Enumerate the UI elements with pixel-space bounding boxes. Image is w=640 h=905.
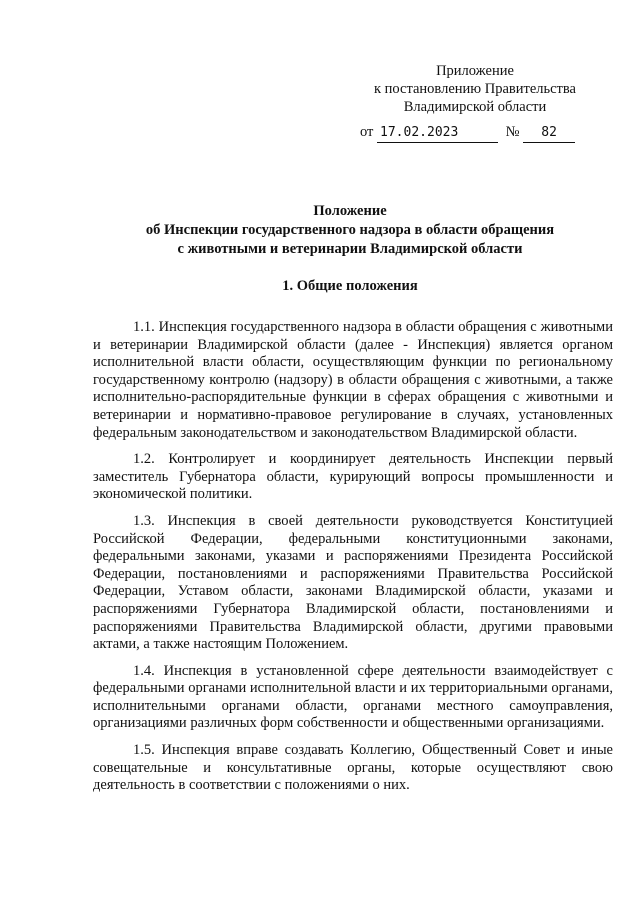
appendix-line-3: Владимирской области — [403, 99, 547, 115]
appendix-line-1: Приложение — [436, 63, 514, 79]
paragraph-1-4: 1.4. Инспекция в установленной сфере деятельности взаимодействует с федеральными органами исполнительной власти и их территориальными органами, исполнительными органами области, органами местного самоуправления, организациями различных форм собственности и общественными организациями. — [93, 662, 613, 732]
appendix-line-2: к постановлению Правительства — [374, 81, 576, 97]
title-line-2: об Инспекции государственного надзора в области обращения — [145, 222, 555, 238]
paragraph-1-1: 1.1. Инспекция государственного надзора в области обращения с животными и ветеринарии Владимирской области (далее - Инспекция) является органом исполнительной власти области, осуществляющим функции по региональному государственному контролю (надзору) в области обращения с животными, а также исполнительно-распорядительные функции в сферах обращения с животными и ветеринарии и нормативно-правовое регулирование в случаях, установленных федеральным законодательством и законодательством Владимирской области. — [93, 319, 613, 441]
number-label: № — [505, 124, 520, 140]
paragraph-1-5: 1.5. Инспекция вправе создавать Коллегию, Общественный Совет и иные совещательные и консультативные органы, которые осуществляют свою деятельность в соответствии с положениями о них. — [93, 742, 613, 794]
title-line-3: с животными и ветеринарии Владимирской области — [177, 241, 523, 257]
document-title — [100, 202, 600, 259]
document-body — [93, 319, 613, 804]
paragraph-1-2: 1.2. Контролирует и координирует деятельность Инспекции первый заместитель Губернатора области, курирующий вопросы промышленности и экономической политики. — [93, 451, 613, 503]
title-line-1: Положение — [313, 203, 387, 219]
document-reference — [360, 123, 600, 143]
appendix-header — [360, 62, 590, 116]
section-title: 1. Общие положения — [282, 278, 418, 294]
document-date: 17.02.2023 — [377, 124, 498, 143]
document-number: 82 — [523, 124, 575, 143]
from-label: от — [360, 124, 374, 140]
paragraph-1-3: 1.3. Инспекция в своей деятельности руководствуется Конституцией Российской Федерации, федеральными конституционными законами, федеральными законами, указами и распоряжениями Президента Российской Федерации, постановлениями и распоряжениями Правительства Российской Федерации, Уставом области, законами Владимирской области, указами и распоряжениями Губернатора Владимирской области, постановлениями и распоряжениями Правительства Владимирской области, другими правовыми актами, а также настоящим Положением. — [93, 512, 613, 653]
